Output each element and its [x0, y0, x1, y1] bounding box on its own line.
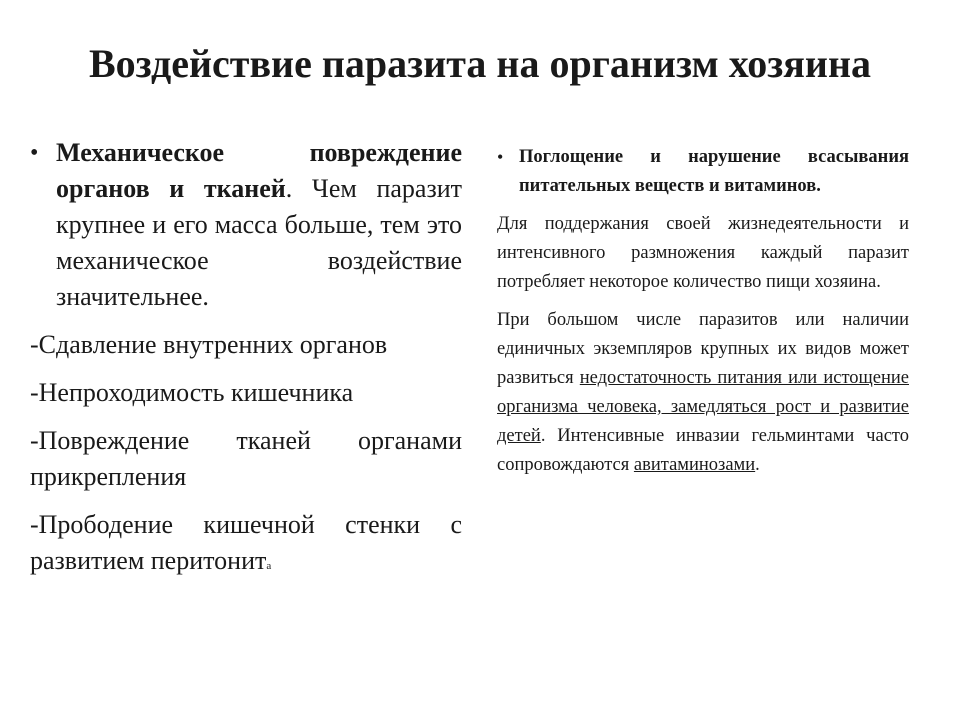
- left-item-4-tail: а: [266, 560, 272, 572]
- right-paragraph-2-underlined-2: авитаминозами: [633, 455, 756, 475]
- left-column: [30, 135, 462, 584]
- right-bullet: [497, 143, 909, 201]
- slide-title: Воздействие паразита на организм хозяина: [88, 41, 871, 86]
- left-bullet-body: . Чем паразит крупнее и его масса больше, тем это механическое воздействие значительнее.: [56, 174, 463, 311]
- right-paragraph-1: Для поддержания своей жизнедеятельности и интенсивного размножения каждый паразит потребляет некоторое количество пищи хозяина.: [497, 214, 909, 292]
- right-paragraph-2: [497, 306, 909, 480]
- left-item-1: -Сдавление внутренних органов: [30, 330, 388, 359]
- bullet-dot-icon: •: [497, 147, 504, 167]
- right-bullet-heading: Поглощение и нарушение всасывания питательных веществ и витаминов.: [519, 147, 909, 196]
- left-bullet: [30, 135, 462, 315]
- right-paragraph-2-mid: . Интенсивные инвазии гельминтами часто сопровождаются: [497, 426, 909, 475]
- left-item-2: -Непроходимость кишечника: [30, 378, 354, 407]
- left-item-4-text: -Прободение кишечной стенки с развитием перитонит: [30, 510, 462, 575]
- left-bullet-heading: Механическое повреждение органов и тканей: [56, 138, 462, 203]
- right-paragraph-2-start: При большом числе паразитов или наличии единичных экземпляров крупных их видов может развиться: [497, 310, 909, 388]
- bullet-dot-icon: •: [30, 140, 39, 166]
- right-paragraph-2-end: .: [755, 455, 760, 475]
- left-item-3: -Повреждение тканей органами прикрепления: [30, 426, 462, 491]
- right-column: [497, 143, 909, 480]
- right-paragraph-2-underlined: недостаточность питания или истощение организма человека, замедляться рост и развитие детей: [497, 368, 909, 446]
- left-bullet-text: [56, 135, 462, 315]
- left-item-4: [30, 507, 462, 584]
